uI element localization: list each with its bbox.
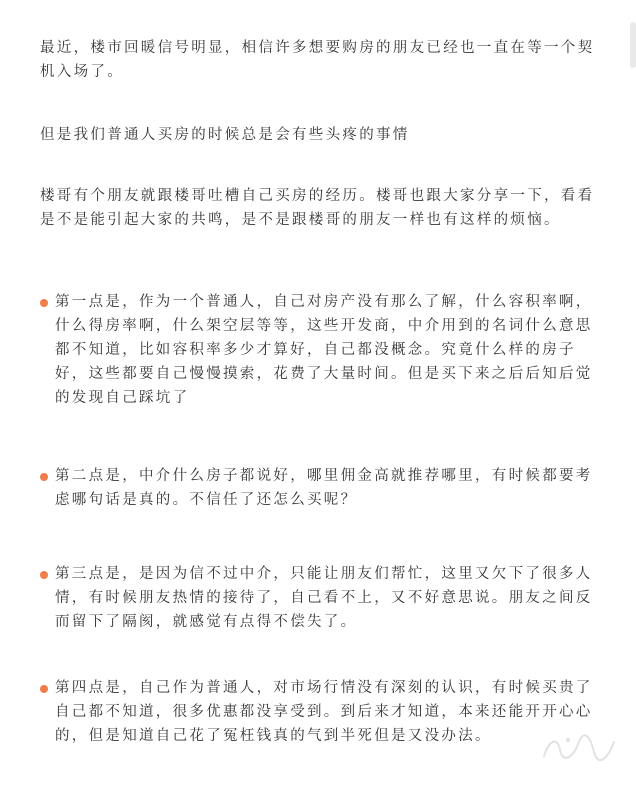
list-item-text: 第四点是，自己作为普通人，对市场行情没有深刻的认识，有时候买贵了自己都不知道，很多优惠都没享受到。到后来才知道，本来还能开开心心的，但是知道自己花了冤枉钱真的气到半死但是又没办法。 [55,680,593,744]
list-item-text: 第一点是，作为一个普通人，自己对房产没有那么了解，什么容积率啊，什么得房率啊，什么架空层等等，这些开发商，中介用到的名词什么意思都不知道，比如容积率多少才算好，自己都没概念。究竟什么样的房子好，这些都要自己慢慢摸索，花费了大量时间。但是买下来之后后知后觉的发现自己踩坑了 [55,294,593,406]
paragraph-story: 楼哥有个朋友就跟楼哥吐槽自己买房的经历。楼哥也跟大家分享一下，看看是不是能引起大家的共鸣，是不是跟楼哥的朋友一样也有这样的烦恼。 [40,188,595,228]
paragraph-problem: 但是我们普通人买房的时候总是会有些头疼的事情 [40,127,410,143]
list-item-text: 第二点是，中介什么房子都说好，哪里佣金高就推荐哪里，有时候都要考虑哪句话是真的。不信任了还怎么买呢？ [55,468,593,508]
bullet-dot-icon [40,299,48,307]
signature-watermark-icon [538,730,618,771]
bullet-dot-icon [40,473,48,481]
bullet-dot-icon [40,685,48,693]
list-item-text: 第三点是，是因为信不过中介，只能让朋友们帮忙，这里又欠下了很多人情，有时候朋友热情的接待了，自己看不上，又不好意思说。朋友之间反而留下了隔阂，就感觉有点得不偿失了。 [55,566,593,630]
scrollbar-thumb[interactable] [630,22,636,68]
bullet-dot-icon [40,571,48,579]
paragraph-intro: 最近，楼市回暖信号明显，相信许多想要购房的朋友已经也一直在等一个契机入场了。 [40,40,595,80]
